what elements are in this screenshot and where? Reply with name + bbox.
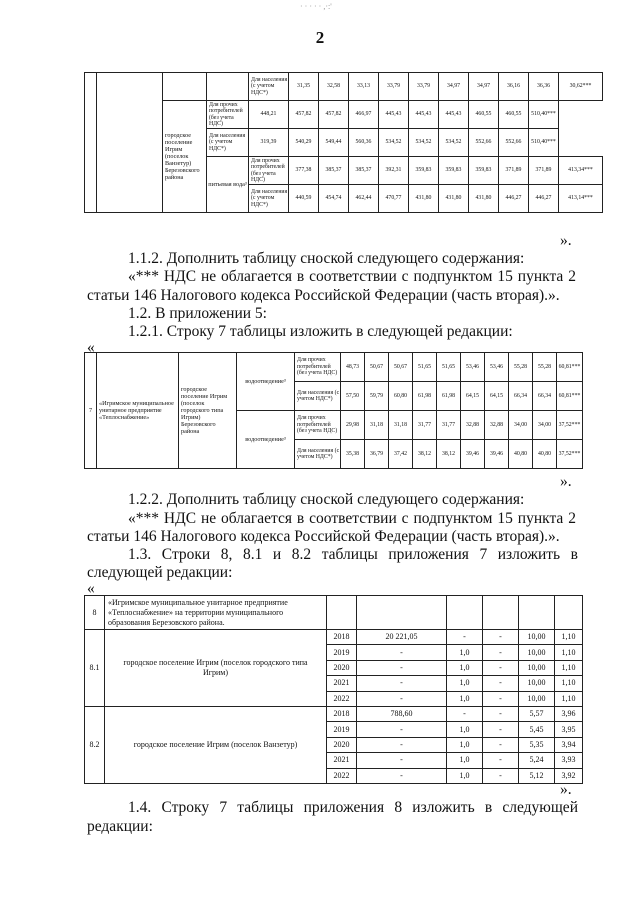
value-cell: - — [483, 722, 519, 737]
value-cell: 1,0 — [447, 722, 483, 737]
value-cell: 392,31 — [379, 157, 409, 185]
value-cell: 34,97 — [469, 73, 499, 101]
value-cell: - — [357, 691, 447, 706]
value-cell: 39,46 — [461, 440, 485, 469]
value-cell: 1,10 — [555, 645, 583, 660]
row-number-cell: 7 — [85, 353, 97, 469]
value-cell: 534,52 — [439, 129, 469, 157]
value-cell: 371,89 — [499, 157, 529, 185]
value-cell: 39,46 — [485, 440, 509, 469]
value-cell: 560,36 — [349, 129, 379, 157]
value-cell: 371,89 — [529, 157, 559, 185]
value-cell: 10,00 — [519, 691, 555, 706]
value-cell: 1,0 — [447, 691, 483, 706]
value-cell: - — [483, 660, 519, 675]
value-cell: 510,40*** — [529, 129, 559, 157]
value-cell: 1,10 — [555, 630, 583, 645]
value-cell: 460,55 — [469, 101, 499, 129]
value-cell: 33,79 — [409, 73, 439, 101]
value-cell: 445,43 — [409, 101, 439, 129]
scan-marks: · · · · · ,·:' — [300, 2, 332, 11]
footnote-quote-1-line-2: статьи 146 Налогового кодекса Российской Федерации (часть вторая).». — [87, 287, 560, 304]
category-cell: Для прочих потребителей (без учета НДС) — [295, 353, 341, 382]
value-cell: 1,10 — [555, 676, 583, 691]
value-cell: 66,34 — [533, 382, 557, 411]
value-cell: 53,46 — [461, 353, 485, 382]
value-cell: 5,45 — [519, 722, 555, 737]
value-cell: 5,35 — [519, 737, 555, 752]
value-cell: 431,80 — [409, 185, 439, 213]
value-cell: 37,52*** — [557, 411, 583, 440]
value-cell: 534,52 — [379, 129, 409, 157]
locality-cell: городское поселение Игрим (поселок Ванзетур) — [105, 706, 327, 783]
value-cell: 60,81*** — [557, 353, 583, 382]
locality-cell: городское поселение Игрим (поселок городского типа Игрим) — [105, 630, 327, 707]
value-cell: 377,38 — [289, 157, 319, 185]
value-cell: 470,77 — [379, 185, 409, 213]
value-cell: 431,80 — [439, 185, 469, 213]
value-cell: 10,00 — [519, 630, 555, 645]
footnote-quote-1-line-1: «*** НДС не облагается в соответствии с подпунктом 15 пункта 2 — [128, 268, 576, 285]
value-cell: 37,42 — [389, 440, 413, 469]
value-cell: 2022 — [327, 691, 357, 706]
value-cell: 457,82 — [289, 101, 319, 129]
value-cell: 59,79 — [365, 382, 389, 411]
value-cell: 38,12 — [437, 440, 461, 469]
value-cell: 2021 — [327, 753, 357, 768]
row-number-cell: 8.1 — [85, 630, 105, 707]
value-cell: 33,79 — [379, 73, 409, 101]
value-cell: - — [357, 645, 447, 660]
value-cell: 445,43 — [439, 101, 469, 129]
value-cell: - — [483, 753, 519, 768]
value-cell: - — [357, 768, 447, 783]
wastewater-table — [84, 352, 583, 469]
value-cell: 61,98 — [437, 382, 461, 411]
service-cell: водоотведение³ — [237, 353, 295, 411]
value-cell: 36,36 — [529, 73, 559, 101]
value-cell: 34,00 — [533, 411, 557, 440]
value-cell: 48,73 — [341, 353, 365, 382]
value-cell: 55,28 — [509, 353, 533, 382]
empty-cell — [207, 73, 249, 101]
table-row — [85, 706, 583, 721]
value-cell: 32,88 — [485, 411, 509, 440]
value-cell: 10,00 — [519, 676, 555, 691]
value-cell: 2019 — [327, 645, 357, 660]
value-cell: 510,40*** — [529, 101, 559, 129]
value-cell: 2022 — [327, 768, 357, 783]
value-cell: - — [483, 691, 519, 706]
value-cell: 1,10 — [555, 660, 583, 675]
value-cell: 55,28 — [533, 353, 557, 382]
value-cell: 51,65 — [413, 353, 437, 382]
value-cell: 448,21 — [249, 101, 289, 129]
value-cell: 60,81*** — [557, 382, 583, 411]
footnote-quote-2-line-2: статьи 146 Налогового кодекса Российской Федерации (часть вторая).». — [87, 528, 560, 545]
opening-quote-2: « — [87, 339, 95, 356]
value-cell: 57,50 — [341, 382, 365, 411]
value-cell: 60,80 — [389, 382, 413, 411]
value-cell: 319,39 — [249, 129, 289, 157]
value-cell: 1,0 — [447, 768, 483, 783]
value-cell: - — [483, 645, 519, 660]
table-row — [85, 101, 603, 129]
value-cell: 385,37 — [349, 157, 379, 185]
value-cell: 29,98 — [341, 411, 365, 440]
value-cell: 10,00 — [519, 645, 555, 660]
value-cell: 3,93 — [555, 753, 583, 768]
value-cell: 2019 — [327, 722, 357, 737]
category-cell: Для прочих потребителей (без учета НДС) — [207, 101, 249, 129]
empty-cell — [483, 596, 519, 630]
value-cell: 3,95 — [555, 722, 583, 737]
value-cell: 1,10 — [555, 691, 583, 706]
indicators-table — [84, 595, 583, 784]
value-cell: 454,74 — [319, 185, 349, 213]
value-cell: 34,97 — [439, 73, 469, 101]
value-cell: 549,44 — [319, 129, 349, 157]
value-cell: - — [483, 706, 519, 721]
empty-cell — [447, 596, 483, 630]
value-cell: 37,52*** — [557, 440, 583, 469]
closing-quote-3: ». — [560, 781, 572, 798]
value-cell: 2018 — [327, 630, 357, 645]
subsection-cell: городское поселение Игрим (поселок Ванзетур) Березовского района — [163, 101, 207, 213]
table-row-8 — [85, 596, 583, 630]
value-cell: 31,77 — [437, 411, 461, 440]
closing-quote-2: ». — [560, 473, 572, 490]
value-cell: 385,37 — [319, 157, 349, 185]
category-cell: Для населения (с учетом НДС*) — [249, 185, 289, 213]
table-row — [85, 630, 583, 645]
value-cell: 2021 — [327, 676, 357, 691]
category-cell: Для населения (с учетом НДС*) — [295, 440, 341, 469]
value-cell: 446,27 — [529, 185, 559, 213]
value-cell: 2020 — [327, 660, 357, 675]
value-cell: 1,0 — [447, 660, 483, 675]
paragraph-1-4-line-1: 1.4. Строку 7 таблицы приложения 8 изложить в следующей — [128, 799, 578, 816]
row-number-cell: 8.2 — [85, 706, 105, 783]
paragraph-1-2-2: 1.2.2. Дополнить таблицу сноской следующего содержания: — [128, 491, 525, 508]
value-cell: 460,55 — [499, 101, 529, 129]
value-cell: - — [357, 660, 447, 675]
organization-cell: «Игримское муниципальное унитарное предприятие «Теплоснабжение» — [97, 353, 179, 469]
value-cell: 51,65 — [437, 353, 461, 382]
value-cell: 413,34*** — [559, 157, 603, 185]
value-cell: - — [357, 722, 447, 737]
paragraph-1-3-line-2: следующей редакции: — [87, 564, 233, 581]
empty-cell — [555, 596, 583, 630]
value-cell: 462,44 — [349, 185, 379, 213]
value-cell: 35,38 — [341, 440, 365, 469]
value-cell: 552,66 — [469, 129, 499, 157]
value-cell: 64,15 — [461, 382, 485, 411]
category-cell: Для прочих потребителей (без учета НДС) — [249, 157, 289, 185]
value-cell: 50,67 — [389, 353, 413, 382]
category-cell: Для прочих потребителей (без учета НДС) — [295, 411, 341, 440]
value-cell: 31,18 — [365, 411, 389, 440]
empty-cell — [519, 596, 555, 630]
value-cell: 66,34 — [509, 382, 533, 411]
value-cell: 10,00 — [519, 660, 555, 675]
value-cell: 40,80 — [533, 440, 557, 469]
value-cell: 20 221,05 — [357, 630, 447, 645]
value-cell: 3,96 — [555, 706, 583, 721]
value-cell: 359,83 — [439, 157, 469, 185]
value-cell: 3,94 — [555, 737, 583, 752]
value-cell: 446,27 — [499, 185, 529, 213]
tariff-table — [84, 72, 603, 213]
value-cell: - — [357, 753, 447, 768]
value-cell: 36,16 — [499, 73, 529, 101]
page-number: 2 — [315, 28, 325, 47]
paragraph-1-1-2: 1.1.2. Дополнить таблицу сноской следующего содержания: — [128, 250, 525, 267]
value-cell: 36,79 — [365, 440, 389, 469]
closing-quote-1: ». — [560, 232, 572, 249]
category-cell: Для населения (с учетом НДС*) — [295, 382, 341, 411]
value-cell: 540,29 — [289, 129, 319, 157]
paragraph-1-3-line-1: 1.3. Строки 8, 8.1 и 8.2 таблицы приложения 7 изложить в — [128, 546, 578, 563]
area-cell: городское поселение Игрим (поселок городского типа Игрим) Березовского района — [179, 353, 237, 469]
value-cell: - — [357, 737, 447, 752]
value-cell: 53,46 — [485, 353, 509, 382]
value-cell: 31,18 — [389, 411, 413, 440]
value-cell: 440,59 — [289, 185, 319, 213]
value-cell: 32,58 — [319, 73, 349, 101]
value-cell: - — [483, 630, 519, 645]
value-cell: 34,00 — [509, 411, 533, 440]
value-cell: 788,60 — [357, 706, 447, 721]
category-cell: Для населения (с учетом НДС*) — [249, 73, 289, 101]
organization-cell — [97, 73, 163, 213]
value-cell: 32,88 — [461, 411, 485, 440]
empty-cell — [357, 596, 447, 630]
value-cell: - — [483, 676, 519, 691]
value-cell: 5,57 — [519, 706, 555, 721]
value-cell: 359,83 — [409, 157, 439, 185]
value-cell: 61,98 — [413, 382, 437, 411]
paragraph-1-4-line-2: редакции: — [87, 818, 153, 835]
value-cell: 5,12 — [519, 768, 555, 783]
paragraph-1-2-1: 1.2.1. Строку 7 таблицы изложить в следующей редакции: — [128, 323, 513, 340]
value-cell: 2020 — [327, 737, 357, 752]
opening-quote-3: « — [87, 580, 95, 597]
value-cell: 31,77 — [413, 411, 437, 440]
value-cell: 30,62*** — [559, 73, 603, 101]
row-number-cell — [85, 73, 97, 213]
value-cell: 3,92 — [555, 768, 583, 783]
value-cell: 534,52 — [409, 129, 439, 157]
paragraph-1-2: 1.2. В приложении 5: — [128, 305, 267, 322]
value-cell: 431,80 — [469, 185, 499, 213]
value-cell: - — [483, 737, 519, 752]
value-cell: 466,97 — [349, 101, 379, 129]
table-row — [85, 73, 603, 101]
value-cell: 359,83 — [469, 157, 499, 185]
value-cell: 2018 — [327, 706, 357, 721]
value-cell: 1,0 — [447, 645, 483, 660]
value-cell: - — [447, 630, 483, 645]
empty-cell — [327, 596, 357, 630]
service-cell: питьевая вода³ — [207, 157, 249, 213]
value-cell: - — [483, 768, 519, 783]
category-cell: Для населения (с учетом НДС*) — [207, 129, 249, 157]
value-cell: 413,14*** — [559, 185, 603, 213]
value-cell: 457,82 — [319, 101, 349, 129]
value-cell: 1,0 — [447, 676, 483, 691]
value-cell: 40,80 — [509, 440, 533, 469]
row-8-text-cell: «Игримское муниципальное унитарное предприятие «Теплоснабжение» на территории муниципального образования Березовского района. — [105, 596, 327, 630]
footnote-quote-2-line-1: «*** НДС не облагается в соответствии с подпунктом 15 пункта 2 — [128, 510, 576, 527]
value-cell: 50,67 — [365, 353, 389, 382]
value-cell: 445,43 — [379, 101, 409, 129]
value-cell: - — [357, 676, 447, 691]
value-cell: 64,15 — [485, 382, 509, 411]
service-cell: водоотведение³ — [237, 411, 295, 469]
value-cell: 38,12 — [413, 440, 437, 469]
value-cell: 1,0 — [447, 753, 483, 768]
empty-cell — [163, 73, 207, 101]
value-cell: 552,66 — [499, 129, 529, 157]
row-number-cell: 8 — [85, 596, 105, 630]
table-row — [85, 353, 583, 382]
value-cell: 31,35 — [289, 73, 319, 101]
value-cell: 1,0 — [447, 737, 483, 752]
value-cell: - — [447, 706, 483, 721]
value-cell: 33,13 — [349, 73, 379, 101]
value-cell: 5,24 — [519, 753, 555, 768]
